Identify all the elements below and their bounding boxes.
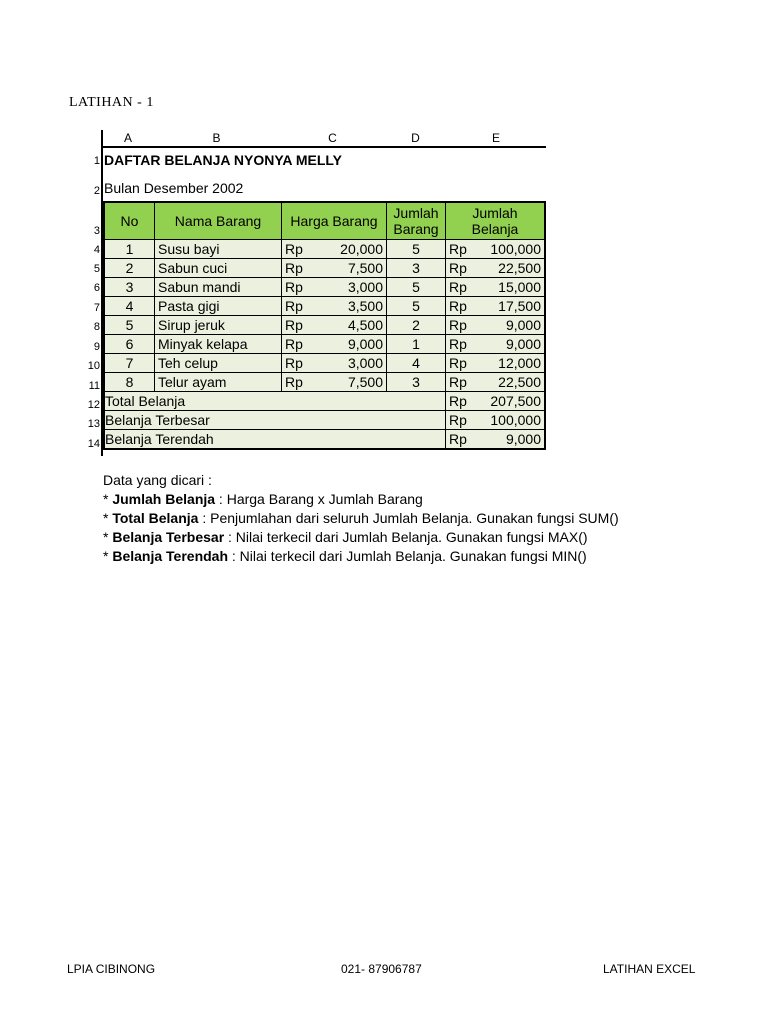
item-rows <box>104 240 545 392</box>
cell-name: Teh celup <box>155 354 282 373</box>
currency-label: Rp <box>449 374 467 390</box>
cell-qty: 5 <box>387 240 446 259</box>
cell-qty: 2 <box>387 316 446 335</box>
note-bullet: * <box>103 548 113 564</box>
header-price: Harga Barang <box>282 202 387 240</box>
cell-price <box>282 335 387 354</box>
summary-value: 100,000 <box>490 412 541 428</box>
total-value: 9,000 <box>505 336 541 352</box>
note-line <box>103 528 619 547</box>
currency-label: Rp <box>449 241 467 257</box>
total-value: 22,500 <box>498 260 541 276</box>
currency-label: Rp <box>449 393 467 409</box>
price-value: 3,000 <box>347 279 383 295</box>
row-number: 5 <box>93 263 100 275</box>
column-header-d: D <box>411 131 420 145</box>
summary-value: 207,500 <box>490 393 541 409</box>
price-value: 3,500 <box>347 298 383 314</box>
cell-no: 3 <box>104 278 155 297</box>
note-line <box>103 509 619 528</box>
currency-label: Rp <box>449 336 467 352</box>
cell-total <box>446 316 546 335</box>
note-term: Belanja Terendah <box>112 548 229 564</box>
cell-no: 4 <box>104 297 155 316</box>
header-qty <box>387 202 446 240</box>
price-value: 7,500 <box>347 260 383 276</box>
cell-name: Pasta gigi <box>155 297 282 316</box>
notes-intro: Data yang dicari : <box>103 472 212 488</box>
table-row <box>104 297 545 316</box>
currency-label: Rp <box>285 260 303 276</box>
row-number: 14 <box>87 438 100 450</box>
currency-label: Rp <box>449 355 467 371</box>
summary-row <box>104 411 545 430</box>
column-header-b: B <box>212 131 221 145</box>
column-header-c: C <box>328 131 337 145</box>
price-value: 4,500 <box>347 317 383 333</box>
table-row <box>104 335 545 354</box>
price-value: 9,000 <box>347 336 383 352</box>
note-bullet: * <box>103 529 113 545</box>
summary-row <box>104 392 545 411</box>
note-line <box>103 490 619 509</box>
column-header-divider <box>102 146 546 148</box>
cell-qty: 3 <box>387 259 446 278</box>
cell-price <box>282 259 387 278</box>
row-number: 1 <box>93 155 100 167</box>
cell-qty: 1 <box>387 335 446 354</box>
note-term: Total Belanja <box>112 510 199 526</box>
table-row <box>104 240 545 259</box>
currency-label: Rp <box>285 298 303 314</box>
cell-total <box>446 373 546 392</box>
row-number: 4 <box>93 244 100 256</box>
cell-no: 6 <box>104 335 155 354</box>
cell-name: Sabun mandi <box>155 278 282 297</box>
note-line <box>103 547 619 566</box>
currency-label: Rp <box>449 317 467 333</box>
cell-price <box>282 316 387 335</box>
cell-price <box>282 373 387 392</box>
table-row <box>104 373 545 392</box>
row-number: 3 <box>93 225 100 237</box>
currency-label: Rp <box>449 431 467 447</box>
column-header-e: E <box>491 131 500 145</box>
summary-rows <box>104 392 545 450</box>
sheet-subheading: Bulan Desember 2002 <box>104 180 244 196</box>
currency-label: Rp <box>285 279 303 295</box>
price-value: 7,500 <box>347 374 383 390</box>
summary-value-cell <box>446 411 546 430</box>
shopping-table <box>103 201 546 450</box>
summary-label: Belanja Terendah <box>104 430 446 450</box>
note-term: Jumlah Belanja <box>112 491 216 507</box>
currency-label: Rp <box>285 355 303 371</box>
row-number: 11 <box>88 380 100 392</box>
cell-total <box>446 335 546 354</box>
header-total-line2: Belanja <box>471 221 519 237</box>
currency-label: Rp <box>449 260 467 276</box>
row-number: 10 <box>87 360 100 372</box>
cell-name: Telur ayam <box>155 373 282 392</box>
row-number: 8 <box>93 321 100 333</box>
cell-qty: 3 <box>387 373 446 392</box>
price-value: 3,000 <box>347 355 383 371</box>
table-row <box>104 316 545 335</box>
total-value: 9,000 <box>505 317 541 333</box>
total-value: 12,000 <box>498 355 541 371</box>
total-value: 15,000 <box>498 279 541 295</box>
cell-no: 2 <box>104 259 155 278</box>
price-value: 20,000 <box>340 241 383 257</box>
footer-left: LPIA CIBINONG <box>67 962 156 976</box>
footer-right: LATIHAN EXCEL <box>603 962 696 976</box>
row-number: 7 <box>93 302 100 314</box>
header-total <box>446 202 546 240</box>
note-term: Belanja Terbesar <box>112 529 225 545</box>
header-no: No <box>104 202 155 240</box>
summary-label: Total Belanja <box>104 392 446 411</box>
row-number: 9 <box>93 341 100 353</box>
row-number: 2 <box>93 185 100 197</box>
cell-qty: 5 <box>387 278 446 297</box>
cell-total <box>446 297 546 316</box>
cell-no: 7 <box>104 354 155 373</box>
cell-name: Sirup jeruk <box>155 316 282 335</box>
header-qty-line2: Barang <box>393 221 439 237</box>
note-desc: : Nilai terkecil dari Jumlah Belanja. Gunakan fungsi MIN() <box>228 548 587 564</box>
sheet-heading: DAFTAR BELANJA NYONYA MELLY <box>104 152 343 168</box>
currency-label: Rp <box>285 374 303 390</box>
row-number: 12 <box>87 399 100 411</box>
header-total-line1: Jumlah <box>472 205 518 221</box>
cell-total <box>446 259 546 278</box>
cell-price <box>282 278 387 297</box>
header-name: Nama Barang <box>155 202 282 240</box>
cell-total <box>446 278 546 297</box>
note-bullet: * <box>103 510 113 526</box>
cell-name: Minyak kelapa <box>155 335 282 354</box>
header-qty-line1: Jumlah <box>393 205 439 221</box>
cell-name: Susu bayi <box>155 240 282 259</box>
currency-label: Rp <box>449 279 467 295</box>
currency-label: Rp <box>449 412 467 428</box>
note-desc: : Nilai terkecil dari Jumlah Belanja. Gunakan fungsi MAX() <box>224 529 588 545</box>
table-row <box>104 278 545 297</box>
note-desc: : Penjumlahan dari seluruh Jumlah Belanja. Gunakan fungsi SUM() <box>198 510 619 526</box>
currency-label: Rp <box>285 241 303 257</box>
cell-total <box>446 240 546 259</box>
cell-no: 5 <box>104 316 155 335</box>
cell-qty: 5 <box>387 297 446 316</box>
summary-value-cell <box>446 392 546 411</box>
total-value: 17,500 <box>498 298 541 314</box>
cell-price <box>282 240 387 259</box>
cell-qty: 4 <box>387 354 446 373</box>
footer-center: 021- 87906787 <box>341 962 422 976</box>
cell-price <box>282 297 387 316</box>
total-value: 22,500 <box>498 374 541 390</box>
row-number: 13 <box>87 418 100 430</box>
note-bullet: * <box>103 491 113 507</box>
notes-section <box>103 471 619 566</box>
row-number: 6 <box>93 282 100 294</box>
currency-label: Rp <box>285 336 303 352</box>
currency-label: Rp <box>285 317 303 333</box>
summary-label: Belanja Terbesar <box>104 411 446 430</box>
cell-total <box>446 354 546 373</box>
currency-label: Rp <box>449 298 467 314</box>
summary-value: 9,000 <box>505 431 541 447</box>
cell-name: Sabun cuci <box>155 259 282 278</box>
column-header-a: A <box>123 131 132 145</box>
table-row <box>104 259 545 278</box>
cell-no: 8 <box>104 373 155 392</box>
table-row <box>104 354 545 373</box>
total-value: 100,000 <box>490 241 541 257</box>
cell-no: 1 <box>104 240 155 259</box>
cell-price <box>282 354 387 373</box>
note-desc: : Harga Barang x Jumlah Barang <box>215 491 423 507</box>
summary-row <box>104 430 545 450</box>
table-header-row <box>104 202 545 240</box>
summary-value-cell <box>446 430 546 450</box>
document-title: LATIHAN - 1 <box>69 95 154 110</box>
